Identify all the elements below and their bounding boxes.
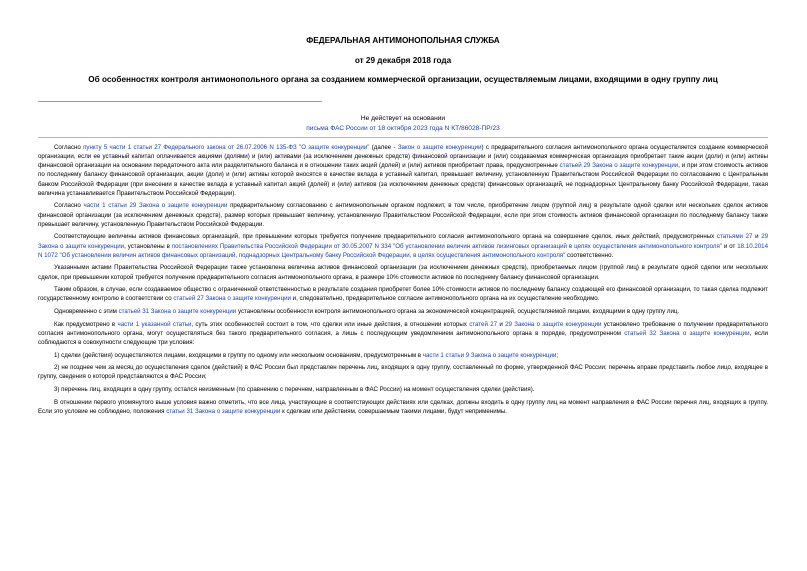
- paragraph-text: , и при этом стоимость активов по последнему балансу финансовой организации, акции (доли) и (или) активы которой вносятся в качестве вклада в уставный капитал, превышает величину, установленную Правительством Российской Федерации по согласованию с Центральным банком Российской Федерации (при внесении в качестве вклада в уставный капитал акций (долей) и (или) активов (за исключением денежных средств) финансовых организаций, не поднадзорных Центральному банку Российской Федерации, такая величина устанавливается Правительством Российской Федерации).: [38, 162, 768, 197]
- law-reference-link[interactable]: 29 Закона о защите конкуренции: [38, 233, 769, 250]
- paragraph-text: установлены особенности контроля антимонопольного органа за экономической концентрацией, осуществляемой лицами, входящими в одну группу лиц.: [236, 308, 680, 315]
- paragraph-text: , установлены в: [124, 242, 172, 250]
- paragraph-text: и, следовательно, предварительное согласие антимонопольного органа на их осуществление необходимо.: [290, 295, 600, 303]
- paragraph-text: ;: [556, 351, 559, 359]
- body-paragraph: [38, 263, 768, 281]
- body-paragraph: [38, 385, 768, 394]
- paragraph-text: и: [497, 320, 506, 328]
- body-paragraph: [38, 351, 768, 360]
- paragraph-text: 2) не позднее чем за месяц до осуществления сделок (действий) в ФАС России был представлен перечень лиц, входящих в одну группу, составленный по форме, утвержденной ФАС России; перечень вправе представить любое лицо, входящее в группу, сведения о которой представляются в ФАС России;: [38, 364, 768, 381]
- law-reference-link[interactable]: части 1 статьи 9 Закона о защите конкуренции: [422, 351, 557, 359]
- paragraph-text: 3) перечень лиц, входящих в одну группу, остался неизменным (по сравнению с перечнем, направленным в ФАС России) на момент осуществления сделки (действия).: [54, 386, 535, 394]
- law-reference-link[interactable]: части 1 статьи 29 Закона о защите конкуренции: [83, 202, 228, 210]
- law-reference-link[interactable]: Закон о защите конкуренции: [397, 144, 482, 151]
- law-reference-link[interactable]: постановлениях Правительства Российской Федерации от 30.05.2007 N 334 "Об установлении величин активов лизинговых организаций в целях осуществления антимонопольного контроля": [171, 242, 722, 250]
- law-reference-link[interactable]: 29 Закона о защите конкуренции: [505, 320, 602, 328]
- paragraph-text: соответственно.: [565, 251, 614, 259]
- law-reference-link[interactable]: статьи 31 Закона о защите конкуренции: [166, 407, 281, 415]
- document-body: [38, 143, 768, 420]
- paragraph-text: Таким образом, в случае, если создаваемое общество с ограниченной ответственностью в результате создания приобретет более 10% стоимости активов по последнему балансу создающей его финансовой организации, то такая сделка подлежит государственному контролю в соответствии со: [38, 286, 768, 303]
- law-reference-link[interactable]: статьями 27: [716, 233, 753, 241]
- law-reference-link[interactable]: статьей 29 Закона о защите конкуренции: [559, 162, 679, 170]
- paragraph-text: 1) сделки (действия) осуществляются лицами, входящими в группу по одному или нескольким основаниям, предусмотренным в: [54, 351, 423, 359]
- paragraph-text: (далее -: [369, 144, 398, 151]
- paragraph-text: Одновременно с этим: [54, 308, 119, 315]
- status-link[interactable]: письма ФАС России от 18 октября 2023 года N КТ/86028-ПР/23: [306, 125, 500, 132]
- law-reference-link[interactable]: 18.10.2014 N 1072 "Об установлении величин активов финансовых организаций, поднадзорных Центральному банку Российской Федерации, в целях осуществления антимонопольного контроля": [38, 242, 768, 259]
- paragraph-text: установлено требование о получении предварительного согласия антимонопольного органа, могут осуществляться без такого предварительного согласия, а лишь с последующим уведомлением антимонопольного органа в порядке, предусмотренном: [38, 320, 769, 337]
- document-title: Об особенностях контроля антимонопольного органа за созданием коммерческой организации, осуществляемым лицами, входящими в одну группу лиц: [88, 75, 718, 84]
- body-paragraph: [38, 307, 768, 316]
- paragraph-text: Соответствующие величины активов финансовых организаций, при превышении которых требуется получение предварительного согласия антимонопольного органа на совершение сделок, иных действий, предусмотренных: [54, 233, 717, 241]
- law-reference-link[interactable]: пункту 5 части 1 статьи 27 Федерального закона от 26.07.2006 N 135-ФЗ "О защите конкуренции": [83, 144, 370, 151]
- law-reference-link[interactable]: статьей 31 Закона о защите конкуренции: [118, 308, 237, 315]
- body-paragraph: [38, 143, 768, 198]
- paragraph-text: Согласно: [54, 144, 84, 151]
- paragraph-text: и: [752, 233, 762, 241]
- paragraph-text: В отношении первого упомянутого выше условия важно отметить, что все лица, участвующие в соответствующих действиях или сделках, должны входить в одну группу лиц на момент направления в ФАС России перечня лиц, входящих в группу. Если это условие не соблюдено, положения: [38, 398, 768, 415]
- header-divider: [38, 101, 322, 102]
- law-reference-link[interactable]: статей 27: [469, 320, 498, 328]
- paragraph-text: и от: [721, 242, 738, 250]
- paragraph-text: , если соблюдаются в совокупности следующие три условия:: [38, 329, 768, 346]
- body-paragraph: [38, 320, 768, 347]
- paragraph-text: , суть этих особенностей состоит в том, что сделки или иные действия, в отношении которых: [191, 320, 470, 328]
- body-divider: [38, 137, 768, 138]
- paragraph-text: к сделкам или действиям, совершаемым такими лицами, будут неприменимы.: [280, 407, 507, 415]
- paragraph-text: ) с предварительного согласия антимонопольного органа осуществляется создание коммерческой организации, если ее уставный капитал оплачивается акциями (долями) и (или) активами (за исключением денежных средств) финансовой организации и (или) создаваемая коммерческая организация приобретает такие акции (доли) и (или) активы финансовой организации на основании передаточного акта или разделительного баланса и в отношении таких акций (долей) и (или) активов приобретает права, предусмотренные: [38, 144, 768, 170]
- law-reference-link[interactable]: части 1 указанной статьи: [117, 320, 192, 328]
- paragraph-text: Указанными актами Правительства Российской Федерации также установлена величина активов финансовой организации (за исключением денежных средств), приобретаемых лицом (группой лиц) в результате одной сделки или нескольких сделок, при превышении которой требуется получение предварительного согласия антимонопольного органа, в размере 10% стоимости активов по последнему балансу финансовой организации.: [38, 264, 768, 281]
- status-link-line: [38, 124, 768, 133]
- law-reference-link[interactable]: статьей 32 Закона о защите конкуренции: [624, 329, 750, 337]
- body-paragraph: [38, 363, 768, 381]
- status-note: Не действует на основании: [360, 115, 446, 122]
- law-reference-link[interactable]: статьей 27 Закона о защите конкуренции: [173, 295, 291, 303]
- body-paragraph: [38, 285, 768, 303]
- body-paragraph: [38, 398, 768, 416]
- paragraph-text: предварительному согласованию с антимонопольным органом подлежит, в том числе, приобретение лицом (группой лиц) в результате одной сделки или нескольких сделок активов финансовой организации (за исключением денежных средств), размер которых превышает величину, установленную Правительством Российской Федерации, если при этом стоимость активов финансовой организации по последнему балансу также превышает величину, установленную Правительством Российской Федерации.: [38, 202, 768, 228]
- agency-heading: ФЕДЕРАЛЬНАЯ АНТИМОНОПОЛЬНАЯ СЛУЖБА: [306, 36, 500, 45]
- paragraph-text: Как предусмотрено в: [54, 320, 118, 328]
- body-paragraph: [38, 232, 768, 259]
- document-date: от 29 декабря 2018 года: [354, 56, 452, 65]
- paragraph-text: Согласно: [54, 202, 84, 210]
- body-paragraph: [38, 201, 768, 228]
